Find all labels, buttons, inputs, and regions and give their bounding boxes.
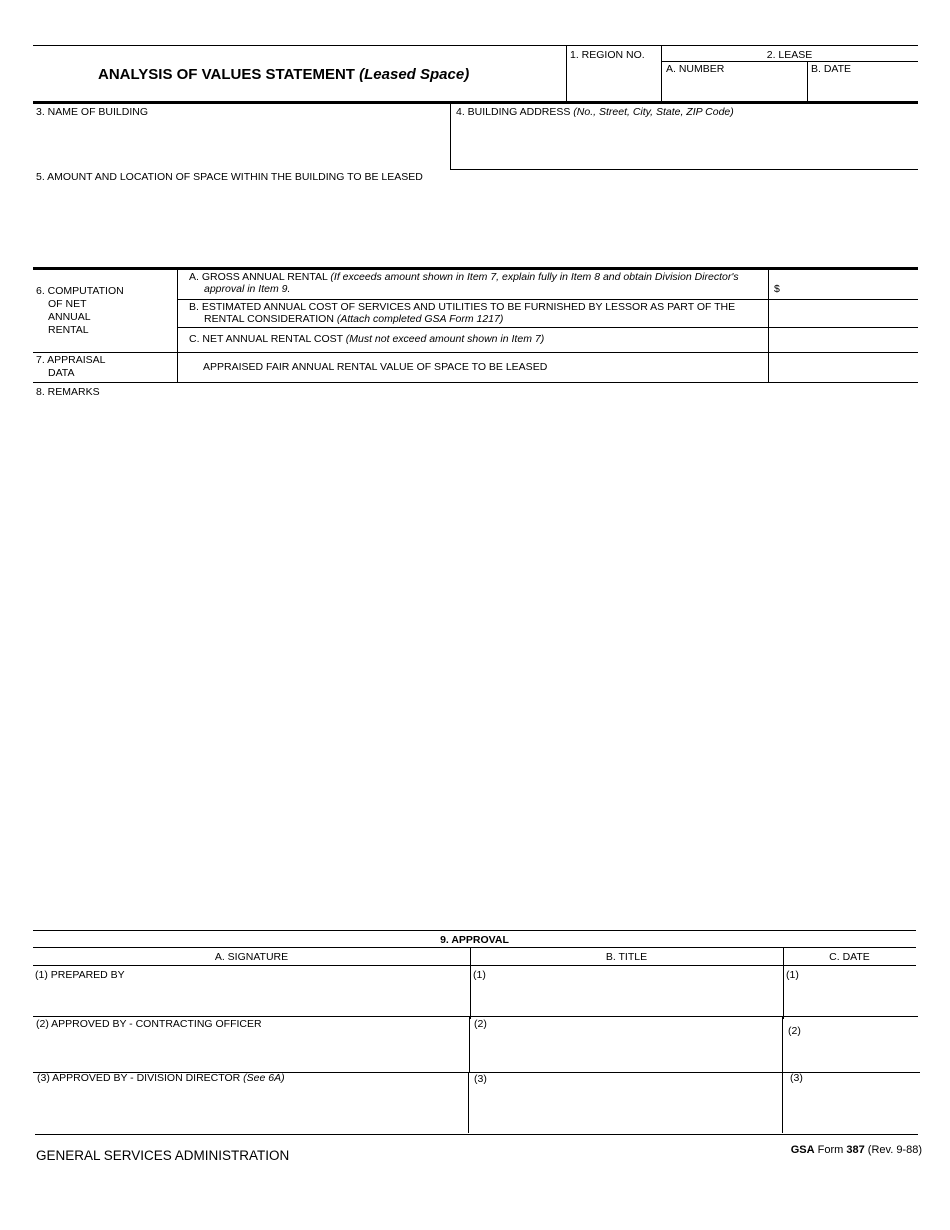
computation-row-rule [177, 299, 918, 300]
computation-bottom-rule [33, 352, 918, 353]
remarks-field[interactable] [35, 400, 915, 925]
appraised-value-field[interactable] [770, 354, 916, 381]
net-annual-rental-field[interactable] [770, 329, 916, 351]
building-name-field[interactable] [35, 120, 447, 166]
header-divider [566, 45, 567, 102]
prepared-by-date-num: (1) [786, 969, 799, 981]
approval-col-divider [782, 1073, 783, 1133]
region-no-label: 1. REGION NO. [570, 49, 645, 61]
space-location-label: 5. AMOUNT AND LOCATION OF SPACE WITHIN THE BUILDING TO BE LEASED [36, 171, 423, 183]
region-no-field[interactable] [568, 62, 660, 100]
form-number: GSA Form 387 (Rev. 9-88) [790, 1144, 922, 1156]
prepared-by-signature-field[interactable] [35, 982, 467, 1014]
lease-subrule [661, 61, 918, 62]
computation-top-rule [33, 267, 918, 270]
contracting-officer-title-num: (2) [474, 1018, 487, 1030]
prepared-by-title-num: (1) [473, 969, 486, 981]
remarks-label: 8. REMARKS [36, 386, 100, 398]
approval-col-divider [470, 947, 471, 1019]
prepared-by-date-field[interactable] [785, 982, 915, 1014]
approval-col-divider [782, 1017, 783, 1073]
appraisal-section-label: 7. APPRAISAL DATA [36, 354, 106, 379]
computation-value-divider [768, 269, 769, 382]
approval-row-rule [33, 1016, 918, 1017]
lease-divider [807, 61, 808, 102]
header-top-rule [33, 45, 918, 46]
building-address-label: 4. BUILDING ADDRESS (No., Street, City, State, ZIP Code) [456, 106, 734, 118]
lease-date-label: B. DATE [811, 63, 852, 75]
contracting-officer-title-field[interactable] [472, 1032, 780, 1070]
computation-label-divider [177, 269, 178, 382]
gross-annual-rental-label: A. GROSS ANNUAL RENTAL (If exceeds amount shown in Item 7, explain fully in Item 8 and obtain Division Director's approval in Item 9. [189, 271, 739, 295]
services-utilities-cost-field[interactable] [770, 301, 916, 326]
title-column-header: B. TITLE [605, 951, 648, 963]
prepared-by-label: (1) PREPARED BY [35, 969, 125, 981]
contracting-officer-date-field[interactable] [785, 1039, 915, 1070]
lease-number-field[interactable] [663, 76, 806, 100]
division-director-title-num: (3) [474, 1073, 487, 1085]
approval-bottom-rule [35, 1134, 918, 1135]
division-director-label: (3) APPROVED BY - DIVISION DIRECTOR (See 6A) [37, 1072, 285, 1084]
lease-label: 2. LEASE [766, 49, 813, 61]
date-column-header: C. DATE [829, 951, 870, 963]
lease-number-label: A. NUMBER [666, 63, 725, 75]
building-divider [450, 103, 451, 169]
division-director-signature-field[interactable] [35, 1087, 466, 1131]
approval-col-divider [783, 947, 784, 1019]
contracting-officer-signature-field[interactable] [35, 1032, 467, 1070]
prepared-by-title-field[interactable] [472, 982, 780, 1014]
agency-name: GENERAL SERVICES ADMINISTRATION [36, 1148, 290, 1163]
space-location-field[interactable] [35, 186, 915, 264]
division-director-date-field[interactable] [785, 1087, 915, 1131]
services-utilities-cost-label: B. ESTIMATED ANNUAL COST OF SERVICES AND UTILITIES TO BE FURNISHED BY LESSOR AS PART OF THE RENTAL CONSIDERATION (Attach completed GSA Form 1217) [189, 301, 736, 325]
contracting-officer-label: (2) APPROVED BY - CONTRACTING OFFICER [36, 1018, 262, 1030]
appraised-value-label: APPRAISED FAIR ANNUAL RENTAL VALUE OF SPACE TO BE LEASED [203, 361, 548, 373]
approval-col-divider [468, 1073, 469, 1133]
division-director-title-field[interactable] [471, 1087, 780, 1131]
approval-title: 9. APPROVAL [440, 934, 509, 946]
appraisal-bottom-rule [33, 382, 918, 383]
contracting-officer-date-num: (2) [788, 1025, 801, 1037]
building-address-field[interactable] [453, 120, 915, 166]
signature-column-header: A. SIGNATURE [214, 951, 289, 963]
gross-annual-rental-value[interactable]: $ [774, 283, 780, 295]
net-annual-rental-label: C. NET ANNUAL RENTAL COST (Must not exceed amount shown in Item 7) [189, 333, 545, 345]
computation-row-rule [177, 327, 918, 328]
division-director-date-num: (3) [790, 1072, 803, 1084]
computation-section-label: 6. COMPUTATION OF NET ANNUAL RENTAL [36, 285, 124, 336]
approval-top-rule [33, 930, 916, 931]
header-bottom-rule [33, 101, 918, 104]
lease-date-field[interactable] [809, 76, 917, 100]
building-name-label: 3. NAME OF BUILDING [36, 106, 149, 118]
approval-col-divider [469, 1017, 470, 1073]
page-title: ANALYSIS OF VALUES STATEMENT (Leased Space) [98, 66, 470, 83]
building-bottom-rule [450, 169, 918, 170]
